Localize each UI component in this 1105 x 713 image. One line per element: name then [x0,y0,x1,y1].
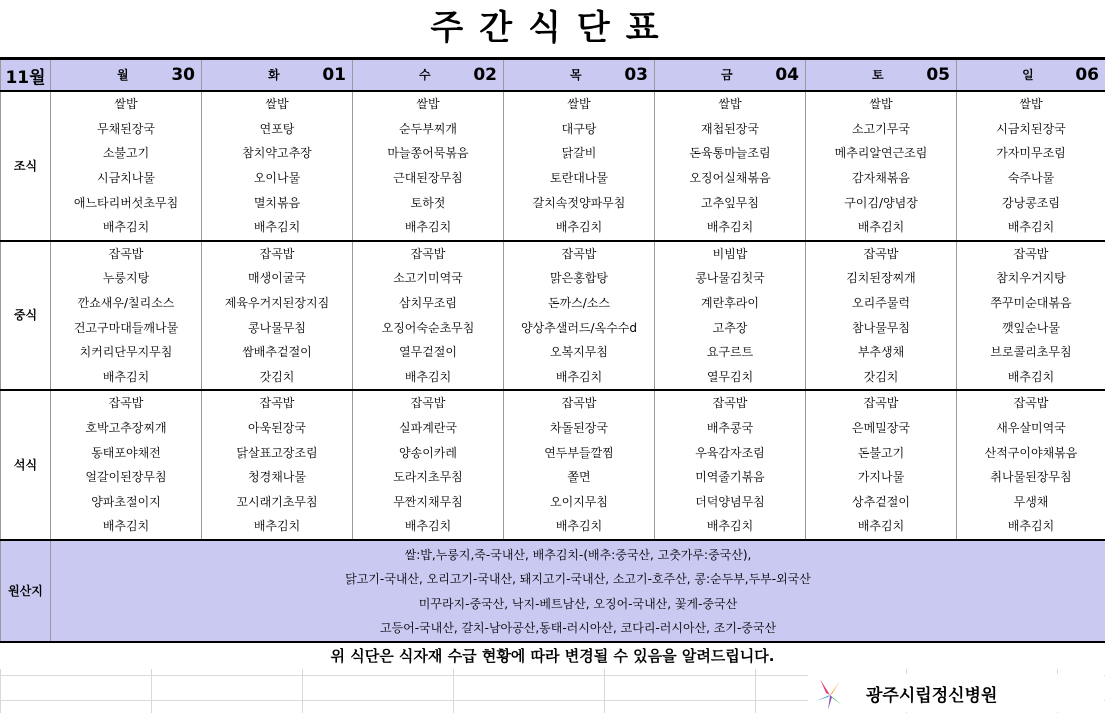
origin-line: 쌀:밥,누룽지,죽-국내산, 배추김치-(배추:중국산, 고춧가루:중국산), [404,547,752,562]
menu-cell: 재첩된장국 [655,117,806,142]
menu-cell: 토하젓 [353,190,504,215]
day-date: 03 [624,65,648,85]
menu-cell: 요구르트 [655,340,806,365]
menu-cell: 닭갈비 [504,141,655,166]
meal-label: 석식 [1,390,51,540]
menu-cell: 깻잎순나물 [957,315,1105,340]
menu-cell: 오징어숙순초무침 [353,315,504,340]
menu-cell: 순두부찌개 [353,117,504,142]
menu-cell: 소고기미역국 [353,266,504,291]
menu-cell: 고추장 [655,315,806,340]
menu-cell: 쌀밥 [655,91,806,117]
menu-cell: 김치된장찌개 [806,266,957,291]
menu-cell: 오징어실채볶음 [655,166,806,191]
meal-label: 조식 [1,91,51,241]
menu-cell: 연포탕 [202,117,353,142]
menu-cell: 소고기무국 [806,117,957,142]
menu-cell: 상추겉절이 [806,490,957,515]
menu-cell: 숙주나물 [957,166,1105,191]
menu-row [1,315,1105,340]
menu-cell: 얼갈이된장무침 [51,465,202,490]
menu-cell: 양송이카레 [353,440,504,465]
menu-row [1,291,1105,316]
menu-cell: 배추김치 [51,365,202,391]
menu-cell: 미역줄기볶음 [655,465,806,490]
menu-row [1,490,1105,515]
menu-cell: 잡곡밥 [504,241,655,267]
menu-row [1,166,1105,191]
menu-cell: 꼬시래기초무침 [202,490,353,515]
menu-cell: 더덕양념무침 [655,490,806,515]
menu-cell: 가지나물 [806,465,957,490]
notice-text: 위 식단은 식자재 수급 현황에 따라 변경될 수 있음을 알려드립니다. [0,643,1105,669]
menu-cell: 잡곡밥 [655,390,806,416]
menu-cell: 호박고추장찌개 [51,416,202,441]
menu-cell: 배추김치 [353,514,504,540]
menu-cell: 애느타리버섯초무침 [51,190,202,215]
menu-cell: 마늘쫑어묵볶음 [353,141,504,166]
menu-row [1,91,1105,117]
meal-label: 중식 [1,241,51,391]
menu-cell: 제육우거지된장지짐 [202,291,353,316]
menu-cell: 콩나물무침 [202,315,353,340]
menu-cell: 무채된장국 [51,117,202,142]
menu-cell: 무짠지채무침 [353,490,504,515]
day-name: 토 [872,68,884,82]
menu-cell: 소불고기 [51,141,202,166]
day-header-2 [353,59,504,92]
menu-cell: 배추김치 [202,215,353,241]
menu-cell: 우육감자조림 [655,440,806,465]
menu-cell: 매생이굴국 [202,266,353,291]
menu-cell: 잡곡밥 [806,390,957,416]
menu-cell: 잡곡밥 [504,390,655,416]
menu-cell: 열무겉절이 [353,340,504,365]
menu-cell: 갈치속젓양파무침 [504,190,655,215]
origin-info [51,540,1105,642]
menu-cell: 참치약고추장 [202,141,353,166]
menu-cell: 아욱된장국 [202,416,353,441]
menu-row [1,390,1105,416]
menu-cell: 쌀밥 [202,91,353,117]
menu-cell: 열무김치 [655,365,806,391]
menu-cell: 잡곡밥 [51,390,202,416]
menu-cell: 쌀밥 [504,91,655,117]
menu-cell: 배추김치 [957,514,1105,540]
day-date: 04 [775,65,799,85]
menu-row [1,266,1105,291]
origin-line: 미꾸라지-중국산, 낙지-베트남산, 오징어-국내산, 꽃게-중국산 [418,596,738,611]
menu-cell: 치커리단무지무침 [51,340,202,365]
menu-cell: 배추김치 [806,514,957,540]
menu-cell: 메추리알연근조림 [806,141,957,166]
day-name: 금 [721,68,733,82]
menu-cell: 배추콩국 [655,416,806,441]
day-name: 화 [268,68,280,82]
menu-cell: 오이나물 [202,166,353,191]
menu-cell: 오이지무침 [504,490,655,515]
menu-cell: 배추김치 [957,215,1105,241]
page-title: 주간식단표 [0,0,1105,57]
menu-cell: 동태포야채전 [51,440,202,465]
menu-cell: 양파초절이지 [51,490,202,515]
day-header-row [1,59,1105,92]
menu-cell: 실파계란국 [353,416,504,441]
day-date: 05 [926,65,950,85]
day-name: 수 [419,68,431,82]
menu-cell: 맑은홍합탕 [504,266,655,291]
menu-cell: 대구탕 [504,117,655,142]
menu-row [1,141,1105,166]
menu-cell: 비빔밥 [655,241,806,267]
menu-cell: 참나물무침 [806,315,957,340]
menu-cell: 쌈배추겉절이 [202,340,353,365]
menu-cell: 취나물된장무침 [957,465,1105,490]
day-date: 01 [322,65,346,85]
menu-cell: 깐쇼새우/칠리소스 [51,291,202,316]
menu-cell: 잡곡밥 [202,390,353,416]
menu-cell: 배추김치 [202,514,353,540]
menu-cell: 오리주물럭 [806,291,957,316]
menu-cell: 쌀밥 [51,91,202,117]
menu-row [1,440,1105,465]
menu-row [1,465,1105,490]
menu-cell: 부추생채 [806,340,957,365]
menu-cell: 잡곡밥 [806,241,957,267]
menu-cell: 시금치나물 [51,166,202,191]
origin-label: 원산지 [1,540,51,642]
menu-cell: 배추김치 [504,514,655,540]
month-label: 11월 [1,59,51,92]
menu-row [1,241,1105,267]
menu-cell: 토란대나물 [504,166,655,191]
menu-cell: 배추김치 [655,514,806,540]
day-name: 월 [117,68,129,82]
menu-cell: 잡곡밥 [957,241,1105,267]
day-header-0 [51,59,202,92]
menu-cell: 쌀밥 [806,91,957,117]
menu-cell: 잡곡밥 [51,241,202,267]
menu-row [1,117,1105,142]
menu-cell: 배추김치 [504,215,655,241]
menu-cell: 쌀밥 [353,91,504,117]
menu-cell: 배추김치 [51,215,202,241]
menu-row [1,190,1105,215]
menu-cell: 차돌된장국 [504,416,655,441]
menu-cell: 시금치된장국 [957,117,1105,142]
menu-cell: 삼치무조림 [353,291,504,316]
menu-cell: 잡곡밥 [202,241,353,267]
menu-cell: 콩나물김칫국 [655,266,806,291]
menu-cell: 돈육통마늘조림 [655,141,806,166]
menu-cell: 브로콜리초무침 [957,340,1105,365]
menu-cell: 배추김치 [353,365,504,391]
menu-cell: 감자채볶음 [806,166,957,191]
menu-cell: 갓김치 [806,365,957,391]
origin-line: 고등어-국내산, 갈치-남아공산,동태-러시아산, 코다리-러시아산, 조기-중국산 [379,621,777,636]
menu-cell: 배추김치 [655,215,806,241]
day-name: 일 [1022,68,1034,82]
menu-cell: 배추김치 [504,365,655,391]
menu-cell: 잡곡밥 [353,241,504,267]
origin-line: 닭고기-국내산, 오리고기-국내산, 돼지고기-국내산, 소고기-호주산, 콩:순두부,두부-외국산 [345,572,811,587]
day-name: 목 [570,68,582,82]
day-header-4 [655,59,806,92]
menu-cell: 오복지무침 [504,340,655,365]
menu-cell: 쌀밥 [957,91,1105,117]
menu-cell: 쭈꾸미순대볶음 [957,291,1105,316]
menu-cell: 배추김치 [51,514,202,540]
menu-cell: 누룽지탕 [51,266,202,291]
menu-cell: 양상추샐러드/옥수수d [504,315,655,340]
menu-cell: 돈불고기 [806,440,957,465]
day-header-3 [504,59,655,92]
day-date: 06 [1075,65,1099,85]
menu-cell: 계란후라이 [655,291,806,316]
weekly-menu-table [0,57,1105,643]
menu-cell: 구이김/양념장 [806,190,957,215]
menu-cell: 산적구이야채볶음 [957,440,1105,465]
menu-cell: 돈까스/소스 [504,291,655,316]
menu-row [1,340,1105,365]
menu-cell: 멸치볶음 [202,190,353,215]
menu-row [1,416,1105,441]
day-date: 02 [473,65,497,85]
menu-cell: 강낭콩조림 [957,190,1105,215]
day-header-1 [202,59,353,92]
menu-cell: 새우살미역국 [957,416,1105,441]
menu-cell: 은메밀장국 [806,416,957,441]
menu-cell: 도라지초무침 [353,465,504,490]
menu-cell: 배추김치 [353,215,504,241]
hospital-name: 광주시립정신병원 [866,685,998,706]
menu-cell: 갓김치 [202,365,353,391]
menu-cell: 무생채 [957,490,1105,515]
menu-cell: 쫄면 [504,465,655,490]
menu-cell: 배추김치 [806,215,957,241]
menu-cell: 닭살표고장조림 [202,440,353,465]
menu-cell: 근대된장무침 [353,166,504,191]
hospital-logo-icon [812,675,848,711]
menu-cell: 가자미무조림 [957,141,1105,166]
menu-cell: 고추잎무침 [655,190,806,215]
menu-cell: 잡곡밥 [957,390,1105,416]
menu-cell: 건고구마대들깨나물 [51,315,202,340]
origin-row [1,540,1105,642]
menu-cell: 청경채나물 [202,465,353,490]
menu-cell: 잡곡밥 [353,390,504,416]
day-date: 30 [171,65,195,85]
day-header-5 [806,59,957,92]
menu-row [1,215,1105,241]
menu-cell: 참치우거지탕 [957,266,1105,291]
menu-row [1,514,1105,540]
menu-row [1,365,1105,391]
menu-cell: 연두부들깔찜 [504,440,655,465]
menu-cell: 배추김치 [957,365,1105,391]
footer-logo [808,674,1104,712]
day-header-6 [957,59,1105,92]
